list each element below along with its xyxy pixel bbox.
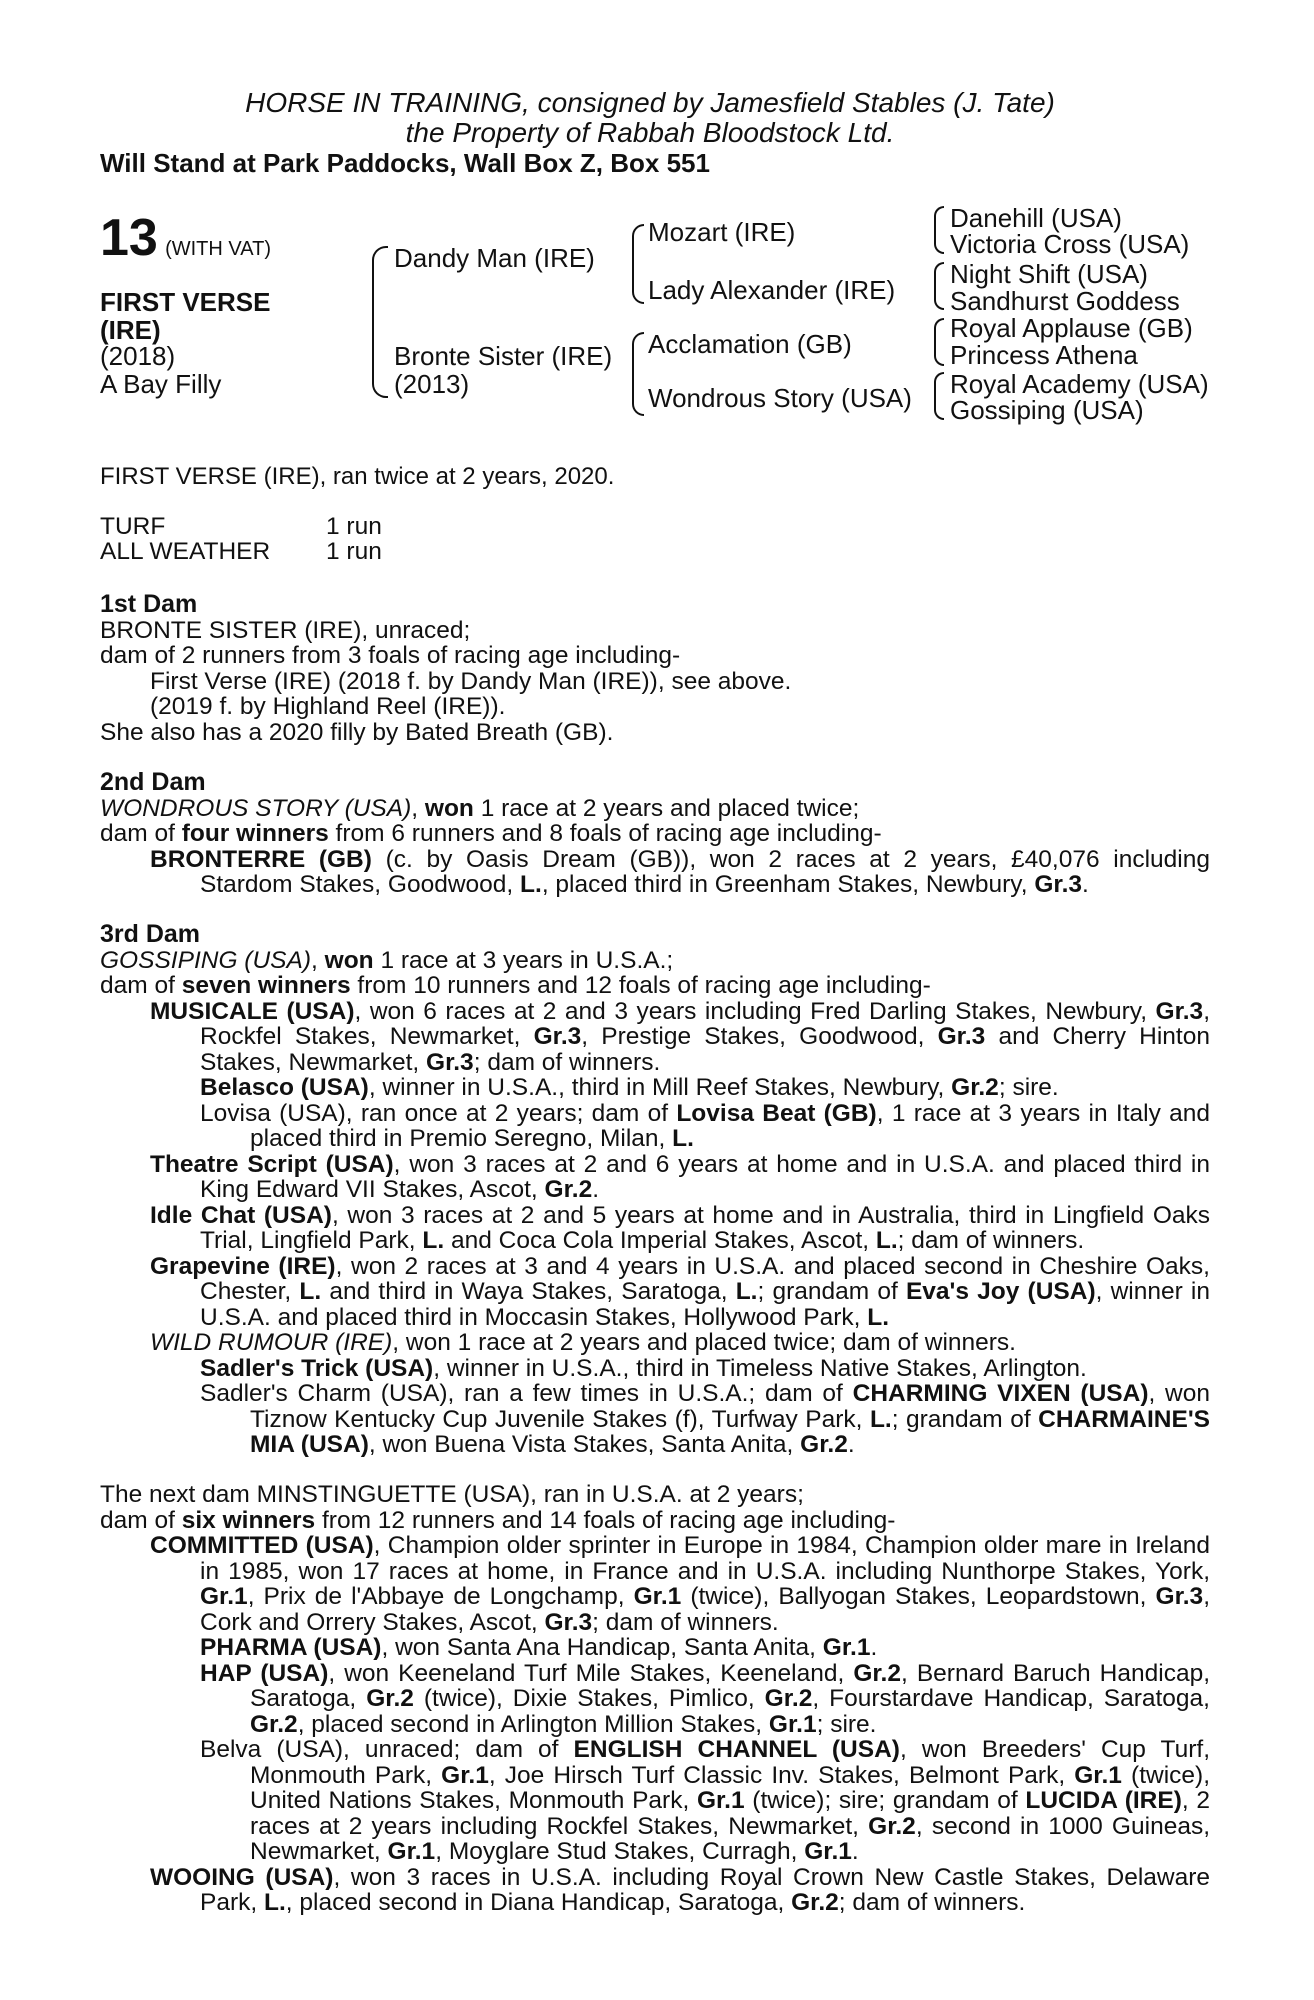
dd-brace bbox=[934, 372, 944, 420]
progeny-entry: Grapevine (IRE), won 2 races at 3 and 4 years in U.S.A. and placed second in Cheshire Oaks, Chester, L. and third in Waya Stakes, Saratoga, L.; grandam of Eva's Joy (USA), winner in U.S.A. and placed third in Moccasin Stakes, Hollywood Park, L. bbox=[150, 1252, 1211, 1331]
text-line: BRONTE SISTER (IRE), unraced; bbox=[100, 616, 471, 644]
text-line: The next dam MINSTINGUETTE (USA), ran in U.S.A. at 2 years; bbox=[100, 1481, 804, 1508]
vat-note: (WITH VAT) bbox=[165, 238, 271, 260]
text-line: She also has a 2020 filly by Bated Breath (GB). bbox=[100, 718, 614, 746]
dam-sire-dam: Princess Athena bbox=[950, 340, 1138, 370]
text-line: WONDROUS STORY (USA), won 1 race at 2 years and placed twice; bbox=[100, 794, 860, 822]
progeny-entry: Belva (USA), unraced; dam of ENGLISH CHANNEL (USA), won Breeders' Cup Turf, Monmouth Park, Gr.1, Joe Hirsch Turf Classic Inv. Stakes, Belmont Park, Gr.1 (twice), United Nations Stakes, Monmouth Park, Gr.1 (twice); sire; grandam of LUCIDA (IRE), 2 races at 2 years including Rockfel Stakes, Newmarket, Gr.2, second in 1000 Guineas, Newmarket, Gr.1, Moyglare Stud Stakes, Curragh, Gr.1. bbox=[200, 1736, 1211, 1865]
dam-year: (2013) bbox=[394, 369, 470, 399]
table-row bbox=[100, 539, 382, 564]
foaling-year: (2018) bbox=[100, 341, 176, 371]
progeny-entry: Lovisa (USA), ran once at 2 years; dam of Lovisa Beat (GB), 1 race at 3 years in Italy and placed third in Premio Seregno, Milan, L. bbox=[200, 1099, 1210, 1152]
text-line: (2019 f. by Highland Reel (IRE)). bbox=[150, 693, 506, 720]
dam-sire-sire: Royal Applause (GB) bbox=[950, 313, 1193, 343]
horse-name: FIRST VERSE bbox=[100, 287, 271, 317]
text-line: dam of six winners from 12 runners and 14 foals of racing age including- bbox=[100, 1506, 896, 1534]
sire-dam-dam: Sandhurst Goddess bbox=[950, 286, 1180, 316]
first-dam-section bbox=[100, 592, 1210, 745]
progeny-entry: PHARMA (USA), won Santa Ana Handicap, Santa Anita, Gr.1. bbox=[200, 1634, 878, 1661]
sire-dam: Lady Alexander (IRE) bbox=[648, 275, 896, 305]
progeny-entry: COMMITTED (USA), Champion older sprinter in Europe in 1984, Champion older mare in Ireland in 1985, won 17 races at home, in France and in U.S.A. including Nunthorpe Stakes, York, Gr.1, Prix de l'Abbaye de Longchamp, Gr.1 (twice), Ballyogan Stakes, Leopardstown, Gr.3, Cork and Orrery Stakes, Ascot, Gr.3; dam of winners. bbox=[150, 1532, 1211, 1636]
sire-sire: Mozart (IRE) bbox=[648, 217, 796, 247]
record-runs: 1 run bbox=[326, 513, 382, 540]
ss-brace bbox=[934, 206, 944, 254]
dam-dam: Wondrous Story (USA) bbox=[648, 383, 912, 413]
text-line: dam of seven winners from 10 runners and 12 foals of racing age including- bbox=[100, 972, 931, 999]
text-line: dam of 2 runners from 3 foals of racing age including- bbox=[100, 642, 681, 669]
sire-brace bbox=[632, 224, 644, 304]
record-table bbox=[100, 514, 382, 564]
dam-dam-dam: Gossiping (USA) bbox=[950, 395, 1144, 425]
text-line: dam of four winners from 6 runners and 8 foals of racing age including- bbox=[100, 820, 882, 847]
pedigree-brace bbox=[372, 246, 388, 398]
progeny-entry: WILD RUMOUR (IRE), won 1 race at 2 years and placed twice; dam of winners. bbox=[150, 1329, 1016, 1356]
second-dam-section bbox=[100, 770, 1210, 898]
progeny-entry: Idle Chat (USA), won 3 races at 2 and 5 years at home and in Australia, third in Lingfield Oaks Trial, Lingfield Park, L. and Coca Cola Imperial Stakes, Ascot, L.; dam of winners. bbox=[150, 1201, 1210, 1254]
sire-sire-sire: Danehill (USA) bbox=[950, 203, 1122, 233]
lot-number-line bbox=[100, 209, 271, 267]
text-line: First Verse (IRE) (2018 f. by Dandy Man (IRE)), see above. bbox=[150, 667, 792, 695]
lot-number: 13 bbox=[100, 209, 158, 267]
progeny-entry: BRONTERRE (GB) (c. by Oasis Dream (GB)), won 2 races at 2 years, £40,076 including Stardom Stakes, Goodwood, L., placed third in Greenham Stakes, Newbury, Gr.3. bbox=[150, 845, 1210, 898]
third-dam-section bbox=[100, 922, 1210, 1458]
section-heading: 3rd Dam bbox=[100, 920, 201, 948]
next-dam-section bbox=[100, 1482, 1210, 1916]
sd-brace bbox=[934, 262, 944, 310]
section-heading: 1st Dam bbox=[100, 590, 198, 618]
table-row bbox=[100, 514, 382, 539]
dam-brace bbox=[632, 332, 644, 416]
horse-country: (IRE) bbox=[100, 315, 161, 345]
ds-brace bbox=[934, 318, 944, 366]
progeny-entry: Belasco (USA), winner in U.S.A., third in Mill Reef Stakes, Newbury, Gr.2; sire. bbox=[200, 1074, 1059, 1101]
header-consignor: HORSE IN TRAINING, consigned by Jamesfield Stables (J. Tate) bbox=[245, 87, 1055, 118]
dam-dam-sire: Royal Academy (USA) bbox=[950, 369, 1209, 399]
record-runs: 1 run bbox=[326, 538, 382, 565]
sire-name: Dandy Man (IRE) bbox=[394, 243, 595, 273]
progeny-entry: WOOING (USA), won 3 races in U.S.A. including Royal Crown New Castle Stakes, Delaware Park, L., placed second in Diana Handicap, Saratoga, Gr.2; dam of winners. bbox=[150, 1863, 1210, 1916]
sire-dam-sire: Night Shift (USA) bbox=[950, 259, 1148, 289]
horse-description: A Bay Filly bbox=[100, 369, 222, 399]
sire-sire-dam: Victoria Cross (USA) bbox=[950, 229, 1190, 259]
section-heading: 2nd Dam bbox=[100, 768, 206, 796]
race-record bbox=[100, 514, 1210, 564]
progeny-entry: Theatre Script (USA), won 3 races at 2 and 6 years at home and in U.S.A. and placed third in King Edward VII Stakes, Ascot, Gr.2. bbox=[150, 1150, 1210, 1203]
text-line: GOSSIPING (USA), won 1 race at 3 years in U.S.A.; bbox=[100, 946, 674, 974]
progeny-entry: HAP (USA), won Keeneland Turf Mile Stakes, Keeneland, Gr.2, Bernard Baruch Handicap, Saratoga, Gr.2 (twice), Dixie Stakes, Pimlico, Gr.2, Fourstardave Handicap, Saratoga, Gr.2, placed second in Arlington Million Stakes, Gr.1; sire. bbox=[200, 1659, 1211, 1738]
header-location: Will Stand at Park Paddocks, Wall Box Z, Box 551 bbox=[100, 148, 710, 178]
record-surface: ALL WEATHER bbox=[100, 538, 271, 565]
progeny-entry: Sadler's Trick (USA), winner in U.S.A., third in Timeless Native Stakes, Arlington. bbox=[200, 1354, 1087, 1382]
record-surface: TURF bbox=[100, 513, 166, 540]
progeny-entry: MUSICALE (USA), won 6 races at 2 and 3 years including Fred Darling Stakes, Newbury, Gr.3, Rockfel Stakes, Newmarket, Gr.3, Prestige Stakes, Goodwood, Gr.3 and Cherry Hinton Stakes, Newmarket, Gr.3; dam of winners. bbox=[150, 997, 1211, 1076]
header-property: the Property of Rabbah Bloodstock Ltd. bbox=[405, 117, 895, 148]
dam-name: Bronte Sister (IRE) bbox=[394, 341, 613, 371]
dam-sire: Acclamation (GB) bbox=[648, 329, 852, 359]
progeny-entry: Sadler's Charm (USA), ran a few times in U.S.A.; dam of CHARMING VIXEN (USA), won Tiznow Kentucky Cup Juvenile Stakes (f), Turfway Park, L.; grandam of CHARMAINE'S MIA (USA), won Buena Vista Stakes, Santa Anita, Gr.2. bbox=[200, 1380, 1211, 1458]
race-summary: FIRST VERSE (IRE), ran twice at 2 years, 2020. bbox=[100, 463, 615, 490]
